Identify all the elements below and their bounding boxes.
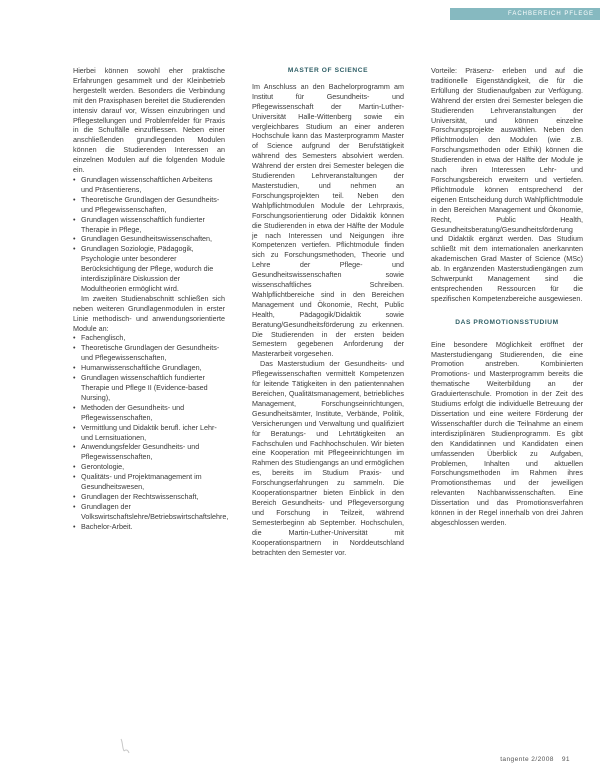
list-item: • Theoretische Grundlagen der Gesundheits- und Pflegewissenschaften, (73, 195, 225, 215)
list-item: • Grundlagen Gesundheitswissenschaften, (73, 234, 225, 244)
page-header (0, 0, 600, 22)
second-phase-paragraph: Im zweiten Studienabschnitt schließen sich neben weiteren Grundlagenmodulen in erster Linie methodisch- und anwendungsorientierte Module an: (73, 293, 225, 333)
promotion-paragraph: Eine besondere Möglichkeit eröffnet der Masterstudiengang Studierenden, die eine Promotion anstreben. Kombinierten Promotions- und Masterprogramm bereits die thematische Weiterbildung an der Graduiertenschule. Promotion in der Zeit des Studiums erfolgt die individuelle Betreuung der Dissertation und eine weitere Förderung der Wissenschaftler durch die Teilnahme an einem interdisziplinären Studienprogramm. Es gibt den Kandidatinnen und Kandidaten einen umfassenden Überblick zu Aufgaben, Problemen, Inhalten und aktuellen Forschungsmethoden im Rahmen ihres Promotionsthemas und der jeweiligen relevanten Nachbarwissenschaften. Eine Dissertation und das Promotionsverfahren können in der Regel innerhalb von drei Jahren abgeschlossen werden. (431, 339, 583, 527)
list-item: • Gerontologie, (73, 462, 225, 472)
list-item: • Humanwissenschaftliche Grundlagen, (73, 363, 225, 373)
section-title-master: MASTER OF SCIENCE (287, 67, 369, 74)
list-item: • Vermittlung und Didaktik berufl. icher Lehr- und Lernsituationen, (73, 423, 225, 443)
journal-issue: tangente 2/2008 (500, 756, 554, 763)
master-continued-paragraph: Vorteile: Präsenz- erleben und auf die traditionelle Eigenständigkeit, die für die Erfüllung der Studienaufgaben zur Verfügung. Während der ersten drei Semester belegen die Studierenden Lehrveranstaltungen der Universität, und können einzelne Forschungsprojekte auswählen. Neben den Pflichtmodulen den Modulen (wie z.B. Forschungsmethoden oder Ethik) können die Studierenden in etwa der Hälfte der Module je nach ihren Interessen Lehr- und Forschungsbereich erweitern und vertiefen. Pflichtmodule können entsprechend der eigenen Entscheidung durch Wahlpflichtmodule in den Bereichen Management und Ökonomie, Recht, Public Health, Gesundheitsberatung/Gesundheitsförderung und Didaktik ergänzt werden. Das Studium schließt mit dem internationalen anerkannten akademischen Grad Master of Science (MSc) ab. In ergänzenden Masterstudiengängen zum Schwerpunkt Management sind die entsprechenden Ressourcen für die spezifischen Kompetenzbereiche ausgewiesen. (431, 66, 583, 303)
list-item: • Grundlagen wissenschaftlich fundierter Therapie in Pflege, (73, 215, 225, 235)
column-right (431, 66, 583, 528)
list-item: • Qualitäts- und Projektmanagement im Gesundheitswesen, (73, 472, 225, 492)
list-item: • Theoretische Grundlagen der Gesundheits- und Pflegewissenschaften, (73, 343, 225, 363)
list-item: • Grundlagen wissenschaftlich fundierter Therapie und Pflege II (Evidence-based Nursing), (73, 373, 225, 403)
list-item: • Methoden der Gesundheits- und Pflegewissenschaften, (73, 403, 225, 423)
list-item: • Grundlagen der Volkswirtschaftslehre/Betriebswirtschaftslehre, (73, 502, 225, 522)
list-item: • Grundlagen wissenschaftlichen Arbeitens und Präsentierens, (73, 175, 225, 195)
master-paragraph-1: Im Anschluss an den Bachelorprogramm am Institut für Gesundheits- und Pflegewissenschaft der Martin-Luther-Universität Halle-Wittenberg sowie ein vergleichbares Studium an einer anderen Hochschule kann das Masterprogramm Master of Science aufgrund der Berufstätigkeit während des Semesters absolviert werden. Während der ersten drei Semester belegen die Studierenden Lehrveranstaltungen der Masterstudien, und nehmen an Forschungsprojekten teil. Neben den Wahlpflichtmodulen Module der Lehrpraxis, Forschungsorientierung oder Didaktik können die Studierenden in etwa der Hälfte der Module je nach Interessen und Neigungen ihre Kompetenzen vertiefen. Pflichtmodule finden sich zu Forschungsmethoden, Theorie und Lehre der Pflege- und Gesundheitswissenschaften sowie wissenschaftliches Schreiben. Wahlpflichtbereiche sind in den Bereichen Management und Ökonomie, Recht, Public Health, Pädagogik/Didaktik sowie Beratung/Gesundheitsförderung zu erkennen. Die Studierenden in der ersten beiden Semestern gegebenen Anforderung der Masterarbeit vorgesehen. (252, 81, 404, 359)
master-paragraph-2: Das Masterstudium der Gesundheits- und Pflegewissenschaften vermittelt Kompetenzen für leitende Tätigkeiten in den patientennahen Bereichen, Qualitätsmanagement, betriebliches Management, Forschungseinrichtungen, Gesundheitsämter, Institute, Verbände, Politik, Versicherungen und Verwaltung und qualifiziert für Beratungs- und Lehrtätigkeiten an Fachschulen und Fachhochschulen. Wir bieten eine Kooperation mit Pflegeeinrichtungen im Rahmen des Studiengangs an und ermöglichen es, bereits im Studium Praxis- und Forschungserfahrungen zu sammeln. Die Kooperationspartner bieten Einblick in den Bereich Gesundheits- und Pflegeversorgung und Forschung in Teilzeit, während Semesterbeginn ab September. Hochschulen, die Martin-Luther-Universität mit Kooperationspartnern in Norddeutschland betrachten den Semester vor. (252, 359, 404, 557)
section-title-promotion: DAS PROMOTIONSSTUDIUM (455, 318, 559, 326)
list-item: • Fachenglisch, (73, 333, 225, 343)
column-left (73, 66, 229, 532)
module-list-first-phase (73, 175, 225, 294)
list-item: • Anwendungsfelder Gesundheits- und Pflegewissenschaften, (73, 442, 225, 462)
section-header-tab: FACHBEREICH PFLEGE (450, 8, 600, 20)
page-number: 91 (561, 756, 570, 763)
module-list-second-phase (73, 333, 229, 531)
list-item: • Grundlagen Soziologie, Pädagogik, Psychologie unter besonderer Berücksichtigung der Pflege, wodurch die interdisziplinäre Diskussion der Modultheorien ermöglicht wird. (73, 244, 225, 294)
list-item: • Bachelor-Arbeit. (73, 522, 225, 532)
column-middle (252, 66, 404, 557)
page-footer (500, 756, 570, 763)
intro-paragraph: Hierbei können sowohl eher praktische Erfahrungen gesammelt und der Kleinbetrieb hergestellt werden. Besonders die Verbindung mit den Praxisphasen bereitet die Studierenden intensiv darauf vor, Wissen einzubringen und Pflegestellungen und Problemfelder für Praxis in die Schulfälle einzufliessen. Neben einer anschließenden grundlegenden Modulen können die Studierenden Interessen an einzelnen Modulen auf die folgenden Module ein. (73, 66, 225, 175)
pen-mark-icon (118, 737, 132, 755)
list-item: • Grundlagen der Rechtswissenschaft, (73, 492, 225, 502)
